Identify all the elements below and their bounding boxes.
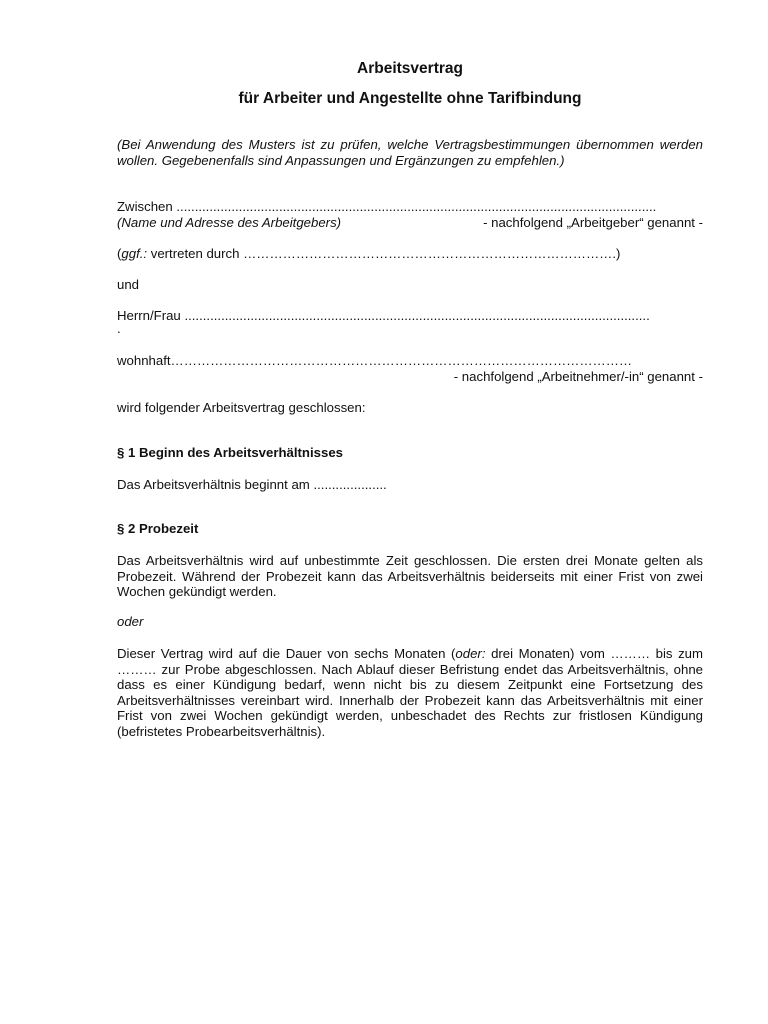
- usage-note: (Bei Anwendung des Musters ist zu prüfen, welche Vertragsbestimmungen übernommen werden wollen. Gegebenenfalls sind Anpassungen und Ergänzungen zu empfehlen.): [117, 137, 703, 168]
- section2-heading: § 2 Probezeit: [117, 521, 199, 536]
- employer-hint: (Name und Adresse des Arbeitgebers): [117, 215, 342, 230]
- person-dots: ...............................................................................................................................: [184, 308, 650, 323]
- contract-page: [117, 0, 703, 1024]
- section2-paragraph2: [117, 646, 703, 740]
- represented-text: vertreten durch ………………………………………………………………………….): [147, 246, 621, 261]
- between-line: [117, 199, 703, 215]
- and-line: und: [117, 277, 140, 292]
- employee-suffix: - nachfolgend „Arbeitnehmer/-in“ genannt -: [453, 369, 703, 384]
- section1-heading: § 1 Beginn des Arbeitsverhältnisses: [117, 445, 343, 460]
- represented-open: (: [117, 246, 122, 261]
- para2-italic: oder:: [455, 646, 486, 661]
- person-label: Herrn/Frau: [117, 308, 181, 323]
- person-dots-continued: .: [117, 321, 121, 336]
- section1-text: Das Arbeitsverhältnis beginnt am ....................: [117, 477, 387, 492]
- section2-paragraph1: Das Arbeitsverhältnis wird auf unbestimmte Zeit geschlossen. Die ersten drei Monate gelten als Probezeit. Während der Probezeit kann das Arbeitsverhältnis beiderseits mit einer Frist von zwei Wochen gekündigt werden.: [117, 553, 703, 600]
- between-label: Zwischen: [117, 199, 173, 214]
- para2-start: Dieser Vertrag wird auf die Dauer von sechs Monaten (: [117, 646, 456, 661]
- concluded-line: wird folgender Arbeitsvertrag geschlossen:: [117, 400, 366, 415]
- residence-line: wohnhaft……………………………………………………………………………………………: [117, 353, 633, 368]
- document-title: Arbeitsvertrag: [357, 60, 463, 77]
- employer-line: [117, 215, 703, 231]
- document-subtitle: für Arbeiter und Angestellte ohne Tarifbindung: [238, 90, 582, 107]
- employer-suffix: - nachfolgend „Arbeitgeber“ genannt -: [483, 215, 703, 230]
- between-dots: ...................................................................................................................................: [176, 199, 657, 214]
- section2-or: oder: [117, 614, 144, 629]
- represented-line: [117, 246, 703, 262]
- para2-rest: drei Monaten) vom ……… bis zum ……… zur Probe abgeschlossen. Nach Ablauf dieser Befristung endet das Arbeitsverhältnis, ohne dass es einer Kündigung bedarf, wenn nicht bis zu diesem Zeitpunkt eine Fortsetzung des Arbeitsverhältnisses vereinbart wird. Innerhalb der Probezeit kann das Arbeitsverhältnis mit einer Frist von zwei Wochen gekündigt werden, unbeschadet des Rechts zur fristlosen Kündigung (befristetes Probearbeitsverhältnis).: [117, 646, 703, 739]
- represented-prefix: ggf.:: [121, 246, 148, 261]
